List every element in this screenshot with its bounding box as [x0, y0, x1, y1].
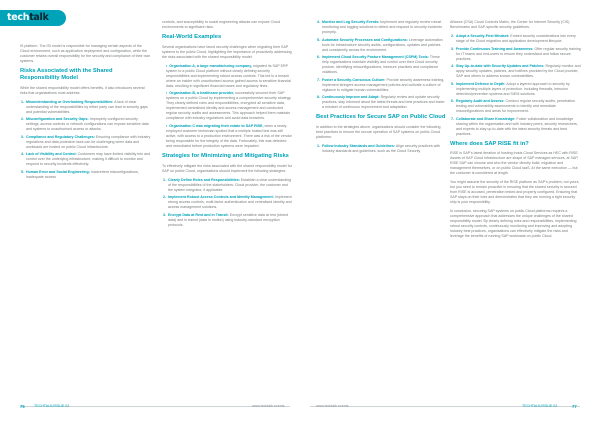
footer-magazine-left: TECHTALK/ISSUE 02: [34, 404, 70, 408]
strategies-intro: To effectively mitigate the risks associated with the shared responsibility model for SAP on public Cloud, organisations should implement the following strategies:: [162, 163, 292, 173]
list-item: 2. Adopt a Security-First Mindset: Embed security considerations into every stage of the Cloud migration and application development lifecycle.: [455, 34, 581, 44]
logo-accent-text: talk: [29, 12, 49, 24]
best-intro: In addition to the strategies above, organisations should consider the following best practices to ensure the secure operation of SAP systems on public Cloud platforms:: [316, 124, 441, 139]
column-2: [162, 20, 293, 232]
best-list: [316, 144, 447, 154]
examples-intro: Several organisations have faced security challenges when migrating their SAP systems to the public Cloud, highlighting the importance of proactively addressing the risks associated with the shared responsibility model:: [162, 44, 292, 59]
heading-strategies: Strategies for Minimizing and Mitigating Risks: [162, 152, 289, 159]
logo-main-text: tech: [7, 12, 30, 24]
techtalk-logo: [0, 10, 66, 26]
col2-intro: controls, and susceptibility to social engineering attacks can expose Cloud environments to significant risks.: [162, 20, 281, 29]
list-item: 4. Stay Up-to-date with Security Updates and Patches: Regularly monitor and apply security updates, patches, and hotfixes provided by the Cloud provider, SAP and others to address known vulnerabilities.: [455, 64, 581, 79]
list-item: 3. Encrypt Data at Rest and in Transit: Encrypt sensitive data at rest (stored data) and in transit (data in motion) using industry-standard encryption protocols.: [167, 213, 293, 228]
best-list-cont: [450, 34, 581, 137]
column-3: [316, 20, 447, 158]
strategies-list: [162, 178, 293, 228]
column-1: [20, 44, 151, 184]
list-item: 6. Implement Cloud Security Posture Management (CSPM) Tools: These help organisations maintain visibility and control over their Cloud security posture, identifying misconfigurations, insecure practices and compliance violations.: [321, 55, 447, 75]
examples-list: [162, 64, 293, 149]
footer-url-left[interactable]: www.techtalk.events: [252, 404, 285, 408]
list-item: 6. Regularly Audit and Assess: Conduct regular security audits, penetration testing and vulnerability assessments to identify and remediate misconfigurations and areas for improvement.: [455, 99, 581, 114]
list-item: 1. Clearly Define Roles and Responsibilities: Establish a clear understanding of the responsibilities of the stakeholders: Cloud provider, the customer and the system integrator, if applicable.: [167, 178, 293, 193]
list-item: • Organisation B, a healthcare provider, successfully secured their SAP systems on a public Cloud by implementing a comprehensive security strategy. They clearly defined roles and responsibilities, encrypted all sensitive data, implemented centralised identity and access management and conducted regular security audits and assessments. This approach helped them maintain compliance with industry regulations and avoid data breaches.: [165, 91, 293, 121]
heading-risks: Risks Associated with the Shared Responsibility Model: [20, 68, 113, 81]
list-item: 5. Human Error and Social Engineering: Inadvertent misconfigurations, inadequate access: [25, 170, 151, 180]
list-item: • Organisation A, a large manufacturing company, migrated its SAP ERP system to a public Cloud platform without clearly defining security responsibilities and implementing robust access controls. This led to a breach where an insider with unauthorised access gained access to sensitive financial data, resulting in significant financial losses and regulatory fines.: [165, 64, 293, 89]
list-item: 4. Lack of Visibility and Control: Customers may have limited visibility into and control over the underlying infrastructure, making it difficult to monitor and respond to security incidents effectively.: [25, 152, 151, 167]
list-item: 7. Collaborate and Share Knowledge: Foster collaboration and knowledge sharing within the organisation and with industry peers, security researchers, and experts to stay up-to-date with the latest security threats and best practices.: [455, 117, 581, 137]
rise-paragraph-2: You might assume the security of the RISE platform as SAP's problem, not yours, but you need to remain proactive in ensuring that the shared security is secured from RISE is accused, penetration tested and properly configured. Ensuring that SAP stays on their toes and demonstrates that they are running a tight security ship is your responsibility.: [450, 180, 580, 205]
page-number-left: 76: [20, 404, 25, 409]
column-4: [450, 20, 581, 243]
heading-examples: Real-World Examples: [162, 34, 222, 40]
list-item: 1. Misunderstanding or Overlooking Responsibilities: A lack of clear understanding of the responsibilities by either party can lead to security gaps and potential vulnerabilities.: [25, 100, 151, 115]
rise-paragraph-3: In conclusion, securing SAP systems on public Cloud platforms requires a comprehensive approach that addresses the unique challenges of the shared responsibility model. By clearly defining roles and responsibilities, implementing robust security controls, continuously monitoring and improving and adopting industry best practices, organisations can effectively mitigate the risks and leverage the benefits of running SAP workloads on public Cloud.: [450, 209, 577, 239]
risks-intro: While the shared responsibility model offers benefits, it also introduces several risks that organisations must address:: [20, 85, 145, 95]
footer-magazine-right: TECHTALK/ISSUE 02: [522, 404, 558, 408]
list-item: 7. Foster a Security-Conscious Culture: Provide security awareness training, implement stringent access management policies and cultivate a culture of vigilance to mitigate human vulnerabilities.: [321, 78, 447, 93]
list-item: 4. Monitor and Log Security Events: Implement and regularly review robust monitoring and logging solutions to detect and respond to security incidents promptly.: [321, 20, 447, 35]
list-item: 5. Implement Defence in Depth: Adopt a layered approach to security by implementing multiple layers of protection, including firewalls, intrusion detection/prevention systems and SIEM solutions.: [455, 82, 581, 97]
footer-url-right[interactable]: www.techtalk.events: [316, 404, 349, 408]
list-item: 2. Misconfiguration and Security Gaps: Improperly configured security settings, access controls or network configurations can expose sensitive data and systems to unauthorised access or attacks.: [25, 117, 151, 132]
col4-intro: Alliance (CSA) Cloud Controls Matrix, the Center for Internet Security (CIS) Benchmarks and SAP-specific security guidelines.: [450, 20, 570, 29]
list-item: 3. Compliance and Regulatory Challenges: Ensuring compliance with industry regulations and data protection laws can be challenging when data and workloads are hosted on public Cloud infrastructure.: [25, 135, 151, 150]
list-item: 1. Follow Industry Standards and Guidelines: Align security practices with industry standards and guidelines, such as the Cloud Security: [321, 144, 447, 154]
risks-list: [20, 100, 151, 180]
list-item: 5. Automate Security Processes and Configurations: Leverage automation tools for infrastructure security audits, configurations, updates and patches and consistently across the environment.: [321, 38, 447, 53]
rise-paragraph-1: RISE is SAP's latest iteration of hosting trusts Cloud Services as HEC with RISE. Assets of SAP Cloud infrastructure are shape of SAP managed services, at SAP, RISE SAP can choose and who the vendor directly build, migration and management themselves, or on public Cloud IaaS. At the same execution — but the customer is considered at length.: [450, 151, 579, 176]
strategies-list-cont: [316, 20, 447, 110]
list-item: 8. Continuously Improve and Adapt: Regularly review and update security practices, stay informed about the latest threats and best practices and foster a mindset of continuous improvement and adaptation.: [321, 95, 447, 110]
list-item: 2. Implement Robust Access Controls and Identity Management: Implement strong access controls, multi-factor authentication and centralised identity and access management solutions.: [167, 195, 293, 210]
heading-best-practices: Best Practices for Secure SAP on Public Cloud: [316, 114, 446, 120]
heading-sap-rise: Where does SAP RISE fit in?: [450, 140, 529, 147]
list-item: 3. Provide Continuous Training and Awareness: Offer regular security training for IT teams and end-users to ensure they understand and follow secure practices.: [455, 47, 581, 62]
list-item: • Organisation C was migrating their estate to SAP RISE, when a newly-employed customer technician spotted that a multiple hosted test was still active, with access to a production environment. There was a risk of the vendor being responsible for the integrity of the data. Fortunately, this was detected and remediated before production systems were impacted.: [165, 124, 293, 149]
page-number-right: 77: [572, 404, 577, 409]
col1-intro: IS platform. The ISI model is responsible for managing certain aspects of the Cloud environment, such as application deployment and configuration, while the customer retains overall responsibility for the security and compliance of their own systems.: [20, 44, 151, 63]
